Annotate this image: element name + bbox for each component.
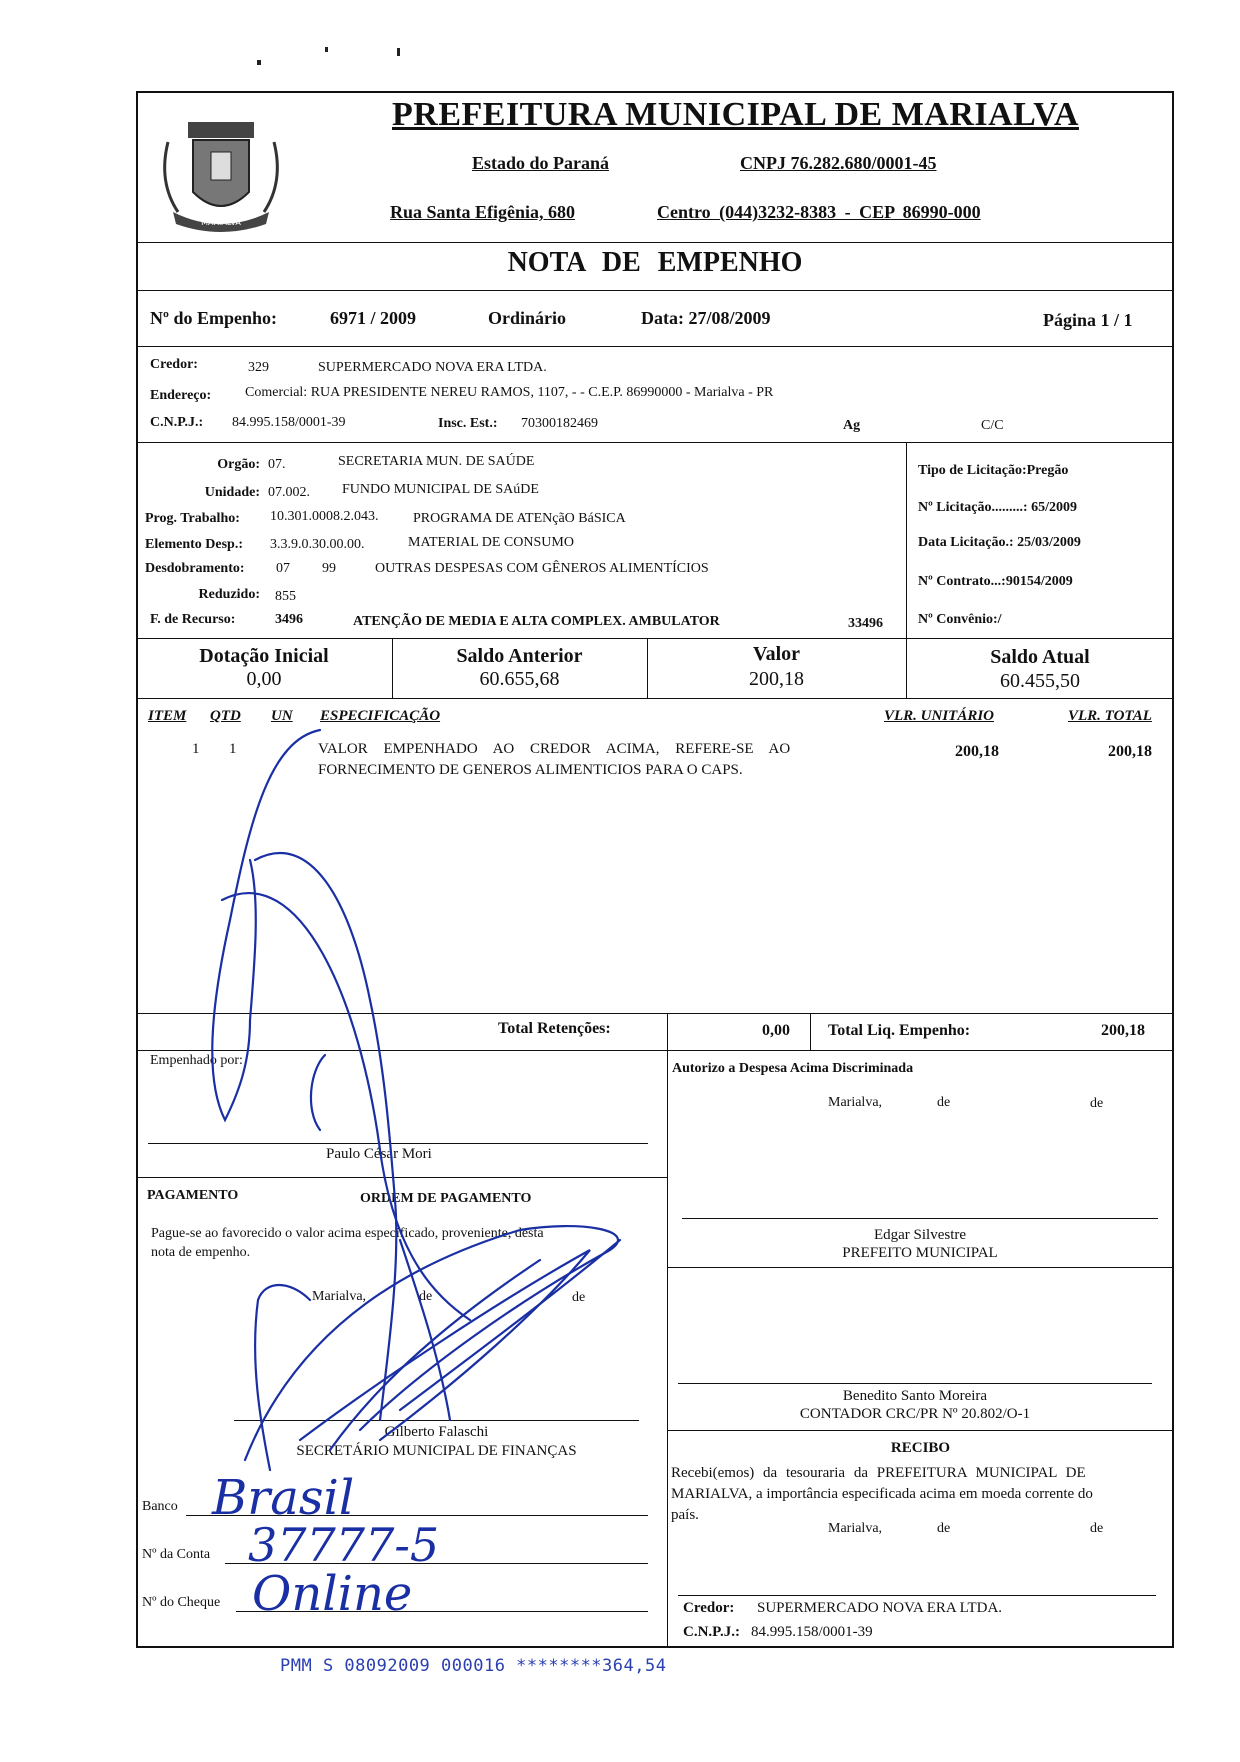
reduzido-label: Reduzido: [198, 587, 260, 602]
address-label: Rua Santa Efigênia, 680 [390, 202, 576, 222]
saldo-atual-label: Saldo Atual [990, 646, 1090, 668]
col-especificacao: ESPECIFICAÇÃO [320, 708, 441, 724]
prog-code: 10.301.0008.2.043. [270, 509, 379, 524]
liquido-value: 200,18 [1101, 1022, 1145, 1039]
autorizo-marialva: Marialva, [828, 1095, 883, 1110]
conta-label: Nº da Conta [142, 1547, 211, 1562]
cc-label: C/C [981, 418, 1004, 433]
recibo-cnpj-label: C.N.P.J.: [683, 1624, 740, 1640]
recibo-de2: de [1090, 1521, 1104, 1536]
licitacao-tipo: Tipo de Licitação:Pregão [918, 463, 1069, 478]
recibo-text-line2: MARIALVA, a importância especificada acima em moeda corrente do [671, 1486, 1093, 1502]
dotacao-inicial-label: Dotação Inicial [199, 645, 329, 667]
coat-of-arms-icon [148, 112, 294, 240]
cheque-handwriting: Online [252, 1566, 413, 1622]
col-vlr-total: VLR. TOTAL [1068, 708, 1152, 724]
page-title: PREFEITURA MUNICIPAL DE MARIALVA [392, 96, 1079, 133]
col-qtd: QTD [210, 708, 241, 724]
col-un: UN [271, 708, 293, 724]
prog-label: Prog. Trabalho: [145, 511, 240, 526]
conta-handwriting: 37777-5 [248, 1518, 440, 1572]
desd-value: OUTRAS DESPESAS COM GÊNEROS ALIMENTÍCIOS [375, 561, 709, 576]
unidade-value: FUNDO MUNICIPAL DE SAúDE [342, 482, 539, 497]
valor-value: 200,18 [749, 668, 804, 690]
fonte-label: F. de Recurso: [150, 612, 236, 627]
divider [136, 638, 1174, 639]
banco-handwriting: Brasil [212, 1470, 355, 1526]
endereco-label: Endereço: [150, 388, 212, 403]
contador-name: Benedito Santo Moreira [842, 1388, 988, 1404]
divider [667, 1013, 668, 1648]
unidade-code: 07.002. [268, 485, 310, 500]
orgao-code: 07. [268, 457, 286, 472]
recibo-text-line1: Recebi(emos) da tesouraria da PREFEITURA MUNICIPAL DE [671, 1465, 1086, 1481]
row-qtd: 1 [229, 741, 237, 757]
ag-label: Ag [843, 418, 861, 433]
recibo-text-line3: país. [671, 1507, 699, 1523]
saldo-atual-value: 60.455,50 [1000, 670, 1080, 692]
prog-value: PROGRAMA DE ATENçãO BáSICA [413, 511, 626, 526]
row-espec-line1: VALOR EMPENHADO AO CREDOR ACIMA, REFERE-SE AO [318, 741, 791, 757]
retencoes-value: 0,00 [762, 1022, 790, 1039]
empenhado-label: Empenhado por: [150, 1053, 243, 1068]
signature-line [148, 1143, 648, 1144]
recibo-de1: de [937, 1521, 951, 1536]
elem-label: Elemento Desp.: [145, 537, 243, 552]
state-label: Estado do Paraná [472, 153, 610, 173]
cnpj-label: C.N.P.J.: [150, 415, 204, 430]
elem-code: 3.3.9.0.30.00.00. [270, 537, 365, 552]
payment-stamp: PMM S 08092009 000016 ********364,54 [280, 1656, 667, 1676]
insc-value: 70300182469 [521, 416, 598, 431]
doc-title: NOTA DE EMPENHO [507, 247, 803, 278]
col-vlr-unitario: VLR. UNITÁRIO [884, 708, 995, 724]
signature-line [678, 1383, 1152, 1384]
credor-name: SUPERMERCADO NOVA ERA LTDA. [318, 360, 547, 375]
cheque-label: Nº do Cheque [142, 1595, 221, 1610]
secretario-name: Gilberto Falaschi [384, 1424, 489, 1440]
cnpj-header: CNPJ 76.282.680/0001-45 [740, 153, 937, 173]
desd-code2: 99 [322, 561, 336, 576]
divider [136, 346, 1174, 347]
row-item: 1 [192, 741, 200, 757]
saldo-anterior-value: 60.655,68 [479, 668, 560, 690]
pagamento-title: PAGAMENTO [147, 1188, 239, 1203]
empenho-type: Ordinário [488, 308, 567, 328]
divider [136, 290, 1174, 291]
col-item: ITEM [148, 708, 187, 724]
saldo-anterior-label: Saldo Anterior [456, 645, 583, 667]
scan-mark [325, 47, 328, 52]
prefeito-cargo: PREFEITO MUNICIPAL [842, 1245, 998, 1261]
row-vlr-total: 200,18 [1108, 743, 1152, 760]
row-vlr-unitario: 200,18 [955, 743, 999, 760]
divider [136, 242, 1174, 243]
divider [136, 1050, 1174, 1051]
cnpj-value: 84.995.158/0001-39 [232, 415, 346, 430]
credor-label: Credor: [150, 357, 198, 372]
empenho-number-label: Nº do Empenho: [150, 308, 277, 328]
orgao-value: SECRETARIA MUN. DE SAÚDE [338, 454, 535, 469]
desd-label: Desdobramento: [145, 561, 245, 576]
autorizo-label: Autorizo a Despesa Acima Discriminada [672, 1061, 914, 1076]
divider [906, 442, 907, 638]
recibo-title: RECIBO [890, 1440, 951, 1456]
fonte-number: 33496 [848, 616, 883, 631]
pagamento-de2: de [572, 1290, 586, 1305]
divider [667, 1267, 1174, 1268]
contrato-numero: Nº Contrato...:90154/2009 [918, 574, 1073, 589]
orgao-label: Orgão: [217, 457, 260, 472]
fonte-code: 3496 [275, 612, 303, 627]
unidade-label: Unidade: [204, 485, 260, 500]
empenhado-name: Paulo César Mori [326, 1146, 432, 1162]
licitacao-data: Data Licitação.: 25/03/2009 [918, 535, 1081, 550]
prefeito-name: Edgar Silvestre [873, 1227, 967, 1243]
endereco-value: Comercial: RUA PRESIDENTE NEREU RAMOS, 1107, - - C.E.P. 86990000 - Marialva - PR [245, 385, 774, 400]
divider [667, 1430, 1174, 1431]
divider [136, 1013, 1174, 1014]
divider [810, 1013, 811, 1050]
recibo-cnpj: 84.995.158/0001-39 [751, 1624, 873, 1640]
dotacao-inicial-value: 0,00 [246, 668, 282, 690]
recibo-marialva: Marialva, [828, 1521, 883, 1536]
divider [136, 698, 1174, 699]
pagamento-text-line2: nota de empenho. [151, 1245, 251, 1260]
reduzido-value: 855 [275, 589, 296, 604]
scan-mark [257, 60, 261, 65]
autorizo-de1: de [937, 1095, 951, 1110]
divider [136, 442, 1174, 443]
credor-code: 329 [248, 360, 269, 375]
contador-cargo: CONTADOR CRC/PR Nº 20.802/O-1 [799, 1406, 1031, 1422]
recibo-credor: SUPERMERCADO NOVA ERA LTDA. [757, 1600, 1003, 1616]
empenho-date: Data: 27/08/2009 [641, 308, 771, 328]
scan-mark [397, 48, 400, 56]
pagamento-marialva: Marialva, [312, 1289, 367, 1304]
page-number: Página 1 / 1 [1043, 310, 1133, 330]
row-espec-line2: FORNECIMENTO DE GENEROS ALIMENTICIOS PARA O CAPS. [318, 762, 743, 778]
signature-line [234, 1420, 639, 1421]
elem-value: MATERIAL DE CONSUMO [408, 535, 574, 550]
recibo-credor-label: Credor: [683, 1600, 735, 1616]
centro-label: Centro (044)3232-8383 - CEP 86990-000 [657, 202, 981, 222]
signature-line [682, 1218, 1158, 1219]
secretario-cargo: SECRETÁRIO MUNICIPAL DE FINANÇAS [296, 1443, 577, 1459]
desd-code1: 07 [276, 561, 290, 576]
valor-label: Valor [752, 643, 801, 665]
retencoes-label: Total Retenções: [498, 1020, 611, 1037]
signature-line [678, 1595, 1156, 1596]
licitacao-numero: Nº Licitação.........: 65/2009 [918, 500, 1077, 515]
divider [136, 1177, 667, 1178]
insc-label: Insc. Est.: [438, 416, 498, 431]
convenio-numero: Nº Convênio:/ [918, 612, 1002, 627]
empenho-number: 6971 / 2009 [330, 308, 417, 328]
pagamento-de1: de [419, 1289, 433, 1304]
ordem-pagamento-title: ORDEM DE PAGAMENTO [360, 1191, 532, 1206]
svg-text:MARIALVA: MARIALVA [201, 218, 241, 227]
liquido-label: Total Liq. Empenho: [828, 1022, 971, 1039]
fonte-value: ATENÇÃO DE MEDIA E ALTA COMPLEX. AMBULATOR [353, 614, 720, 629]
banco-label: Banco [142, 1499, 178, 1514]
pagamento-text-line1: Pague-se ao favorecido o valor acima especificado, proveniente, desta [151, 1226, 544, 1241]
autorizo-de2: de [1090, 1096, 1104, 1111]
